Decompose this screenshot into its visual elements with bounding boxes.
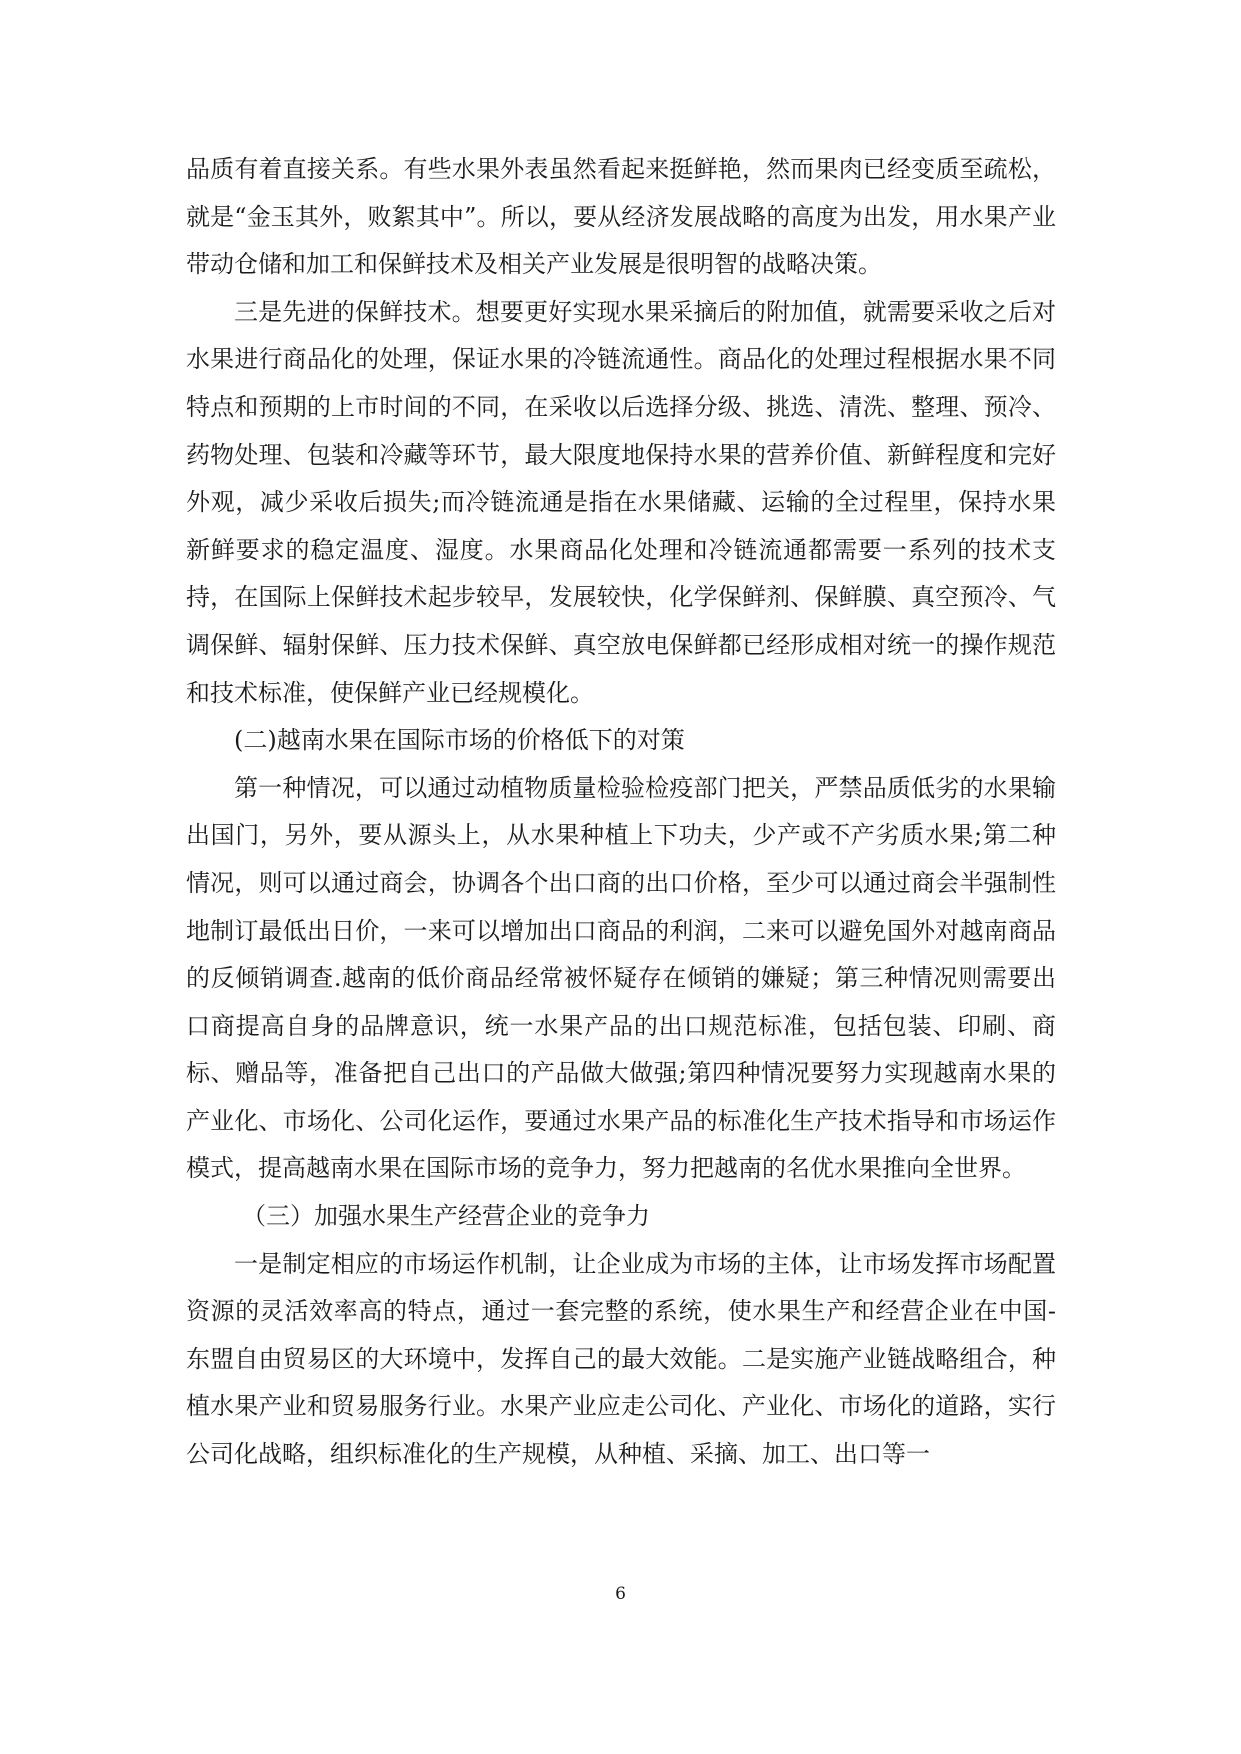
paragraph-enterprise-competitiveness: 一是制定相应的市场运作机制，让企业成为市场的主体，让市场发挥市场配置资源的灵活效率高的特点，通过一套完整的系统，使水果生产和经营企业在中国-东盟自由贸易区的大环境中，发挥自己的最大效能。二是实施产业链战略组合，种植水果产业和贸易服务行业。水果产业应走公司化、产业化、市场化的道路，实行公司化战略，组织标准化的生产规模，从种植、采摘、加工、出口等一 bbox=[186, 1249, 1056, 1469]
paragraph-preservation-technology: 三是先进的保鲜技术。想要更好实现水果采摘后的附加值，就需要采收之后对水果进行商品化的处理，保证水果的冷链流通性。商品化的处理过程根据水果不同特点和预期的上市时间的不同，在采收以后选择分级、挑选、清洗、整理、预冷、药物处理、包装和冷藏等环节，最大限度地保持水果的营养价值、新鲜程度和完好外观，减少采收后损失;而冷链流通是指在水果储藏、运输的全过程里，保持水果新鲜要求的稳定温度、湿度。水果商品化处理和冷链流通都需要一系列的技术支持，在国际上保鲜技术起步较早，发展较快，化学保鲜剂、保鲜膜、真空预冷、气调保鲜、辐射保鲜、压力技术保鲜、真空放电保鲜都已经形成相对统一的操作规范和技术标准，使保鲜产业已经规模化。 bbox=[186, 297, 1056, 707]
paragraph-price-countermeasures: 第一种情况，可以通过动植物质量检验检疫部门把关，严禁品质低劣的水果输出国门，另外，要从源头上，从水果种植上下功夫，少产或不产劣质水果;第二种情况，则可以通过商会，协调各个出口商的出口价格，至少可以通过商会半强制性地制订最低出日价，一来可以增加出口商品的利润，二来可以避免国外对越南商品的反倾销调查.越南的低价商品经常被怀疑存在倾销的嫌疑；第三种情况则需要出口商提高自身的品牌意识，统一水果产品的出口规范标准，包括包装、印刷、商标、赠品等，准备把自己出口的产品做大做强;第四种情况要努力实现越南水果的产业化、市场化、公司化运作，要通过水果产品的标准化生产技术指导和市场运作模式，提高越南水果在国际市场的竞争力，努力把越南的名优水果推向全世界。 bbox=[186, 773, 1056, 1183]
section-heading-price-countermeasures: (二)越南水果在国际市场的价格低下的对策 bbox=[234, 726, 685, 755]
body-text bbox=[186, 146, 1056, 1479]
paragraph-quality-continued: 品质有着直接关系。有些水果外表虽然看起来挺鲜艳，然而果肉已经变质至疏松，就是“金玉其外，败絮其中”。所以，要从经济发展战略的高度为出发，用水果产业带动仓储和加工和保鲜技术及相关产业发展是很明智的战略决策。 bbox=[186, 155, 1056, 279]
section-heading-enterprise-competitiveness: （三）加强水果生产经营企业的竞争力 bbox=[242, 1202, 650, 1231]
page-number: 6 bbox=[615, 1584, 626, 1604]
